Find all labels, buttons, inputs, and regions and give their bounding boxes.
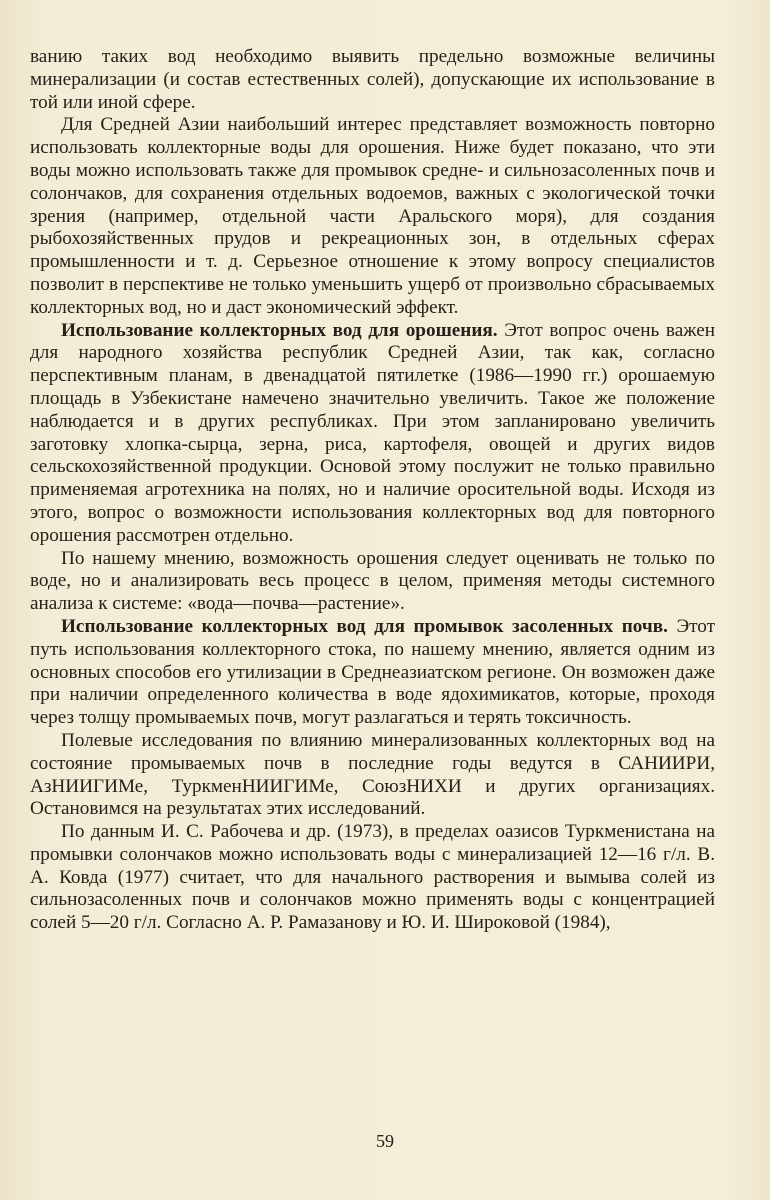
body-text bbox=[30, 46, 715, 935]
page-number: 59 bbox=[376, 1131, 394, 1151]
paragraph-text: По данным И. С. Рабочева и др. (1973), в пределах оазисов Туркменистана на промывки солончаков можно использовать воды с минерализацией 12—16 г/л. В. А. Ковда (1977) считает, что для начального растворения и вымыва солей из сильнозасоленных почв и солончаков можно применять воды с концентрацией солей 5—20 г/л. Согласно А. Р. Рамазанову и Ю. И. Широковой (1984), bbox=[30, 821, 715, 934]
paragraph bbox=[30, 730, 715, 821]
section-heading: Использование коллекторных вод для промывок засоленных почв. bbox=[61, 615, 668, 637]
paragraph bbox=[30, 548, 715, 616]
section-heading: Использование коллекторных вод для орошения. bbox=[61, 319, 498, 341]
paragraph bbox=[30, 320, 715, 548]
paragraph-text: Полевые исследования по влиянию минерализованных коллекторных вод на состояние промываемых почв в последние годы ведутся в САНИИРИ, АзНИИГИМе, ТуркменНИИГИМе, СоюзНИХИ и других организациях. Остановимся на результатах этих исследований. bbox=[30, 729, 715, 820]
paragraph bbox=[30, 616, 715, 730]
paragraph-text: Этот путь использования коллекторного стока, по нашему мнению, является одним из основных способов его утилизации в Среднеазиатском регионе. Он возможен даже при наличии определенного количества в воде ядохимикатов, которые, проходя через толщу промываемых почв, могут разлагаться и терять токсичность. bbox=[30, 615, 715, 729]
paragraph bbox=[30, 821, 715, 935]
paragraph-text: Для Средней Азии наибольший интерес представляет возможность повторно использовать коллекторные воды для орошения. Ниже будет показано, что эти воды можно использовать также для промывок средне- и сильнозасоленных почв и солончаков, для сохранения отдельных водоемов, важных с экологической точки зрения (например, отдельной части Аральского моря), для создания рыбохозяйственных прудов и рекреационных зон, в отдельных сферах промышленности и т. д. Серьезное отношение к этому вопросу специалистов позволит в перспективе не только уменьшить ущерб от произвольно сбрасываемых коллекторных вод, но и даст экономический эффект. bbox=[30, 114, 715, 318]
paragraph-text: ванию таких вод необходимо выявить предельно возможные величины минерализации (и состав естественных солей), допускающие их использование в той или иной сфере. bbox=[30, 46, 715, 113]
paragraph bbox=[30, 114, 715, 319]
paragraph-text: По нашему мнению, возможность орошения следует оценивать не только по воде, но и анализировать весь процесс в целом, применяя методы системного анализа к системе: «вода—почва—растение». bbox=[30, 547, 715, 615]
paragraph bbox=[30, 46, 715, 114]
paragraph-text: Этот вопрос очень важен для народного хозяйства республик Средней Азии, так как, согласно перспективным планам, в двенадцатой пятилетке (1986—1990 гг.) орошаемую площадь в Узбекистане намечено значительно увеличить. Такое же положение наблюдается и в других республиках. При этом запланировано увеличить заготовку хлопка-сырца, зерна, риса, картофеля, овощей и других видов сельскохозяйственной продукции. Основой этому послужит не только правильно применяемая агротехника на полях, но и наличие оросительной воды. Исходя из этого, вопрос о возможности использования коллекторных вод для повторного орошения рассмотрен отдельно. bbox=[30, 319, 716, 546]
